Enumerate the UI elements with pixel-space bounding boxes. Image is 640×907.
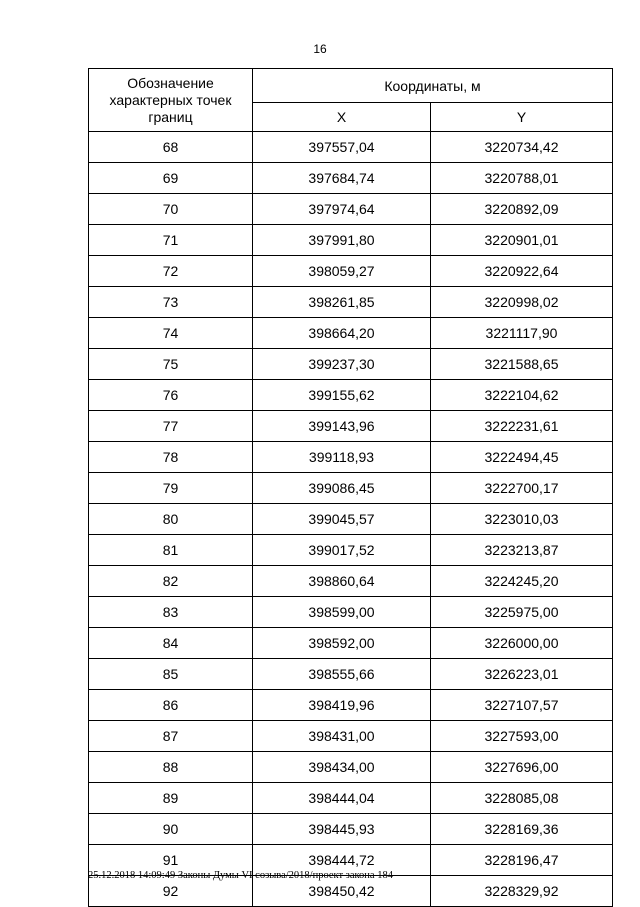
point-cell: 80 xyxy=(89,504,253,535)
table-row xyxy=(89,256,613,287)
point-cell: 74 xyxy=(89,318,253,349)
point-cell: 86 xyxy=(89,690,253,721)
y-cell: 3220788,01 xyxy=(431,163,613,194)
x-cell: 398419,96 xyxy=(253,690,431,721)
x-cell: 398431,00 xyxy=(253,721,431,752)
page-number: 16 xyxy=(313,42,327,56)
y-cell: 3220922,64 xyxy=(431,256,613,287)
header-y: Y xyxy=(431,103,613,132)
coordinates-table xyxy=(88,68,613,907)
point-cell: 83 xyxy=(89,597,253,628)
y-cell: 3221588,65 xyxy=(431,349,613,380)
x-cell: 398434,00 xyxy=(253,752,431,783)
table-row xyxy=(89,163,613,194)
table-row xyxy=(89,225,613,256)
table-row xyxy=(89,535,613,566)
table-row xyxy=(89,566,613,597)
y-cell: 3220901,01 xyxy=(431,225,613,256)
y-cell: 3226223,01 xyxy=(431,659,613,690)
point-cell: 84 xyxy=(89,628,253,659)
table-row xyxy=(89,194,613,225)
table-row xyxy=(89,721,613,752)
point-cell: 89 xyxy=(89,783,253,814)
x-cell: 398592,00 xyxy=(253,628,431,659)
x-cell: 398860,64 xyxy=(253,566,431,597)
y-cell: 3223213,87 xyxy=(431,535,613,566)
point-cell: 68 xyxy=(89,132,253,163)
point-cell: 85 xyxy=(89,659,253,690)
y-cell: 3228196,47 xyxy=(431,845,613,876)
y-cell: 3220998,02 xyxy=(431,287,613,318)
point-cell: 87 xyxy=(89,721,253,752)
table-row xyxy=(89,659,613,690)
x-cell: 398059,27 xyxy=(253,256,431,287)
y-cell: 3228329,92 xyxy=(431,876,613,907)
x-cell: 398444,72 xyxy=(253,845,431,876)
point-cell: 82 xyxy=(89,566,253,597)
point-cell: 79 xyxy=(89,473,253,504)
table-body xyxy=(89,132,613,907)
x-cell: 399045,57 xyxy=(253,504,431,535)
y-cell: 3222104,62 xyxy=(431,380,613,411)
y-cell: 3227696,00 xyxy=(431,752,613,783)
table-row xyxy=(89,504,613,535)
x-cell: 399118,93 xyxy=(253,442,431,473)
table-row xyxy=(89,473,613,504)
y-cell: 3227107,57 xyxy=(431,690,613,721)
x-cell: 399155,62 xyxy=(253,380,431,411)
table-row xyxy=(89,752,613,783)
y-cell: 3222494,45 xyxy=(431,442,613,473)
point-cell: 90 xyxy=(89,814,253,845)
point-cell: 91 xyxy=(89,845,253,876)
table-row xyxy=(89,783,613,814)
footer-text: 25.12.2018 14:09:49 Законы Думы VI созыва/2018/проект закона 184 xyxy=(88,870,393,881)
x-cell: 398599,00 xyxy=(253,597,431,628)
x-cell: 397991,80 xyxy=(253,225,431,256)
point-cell: 81 xyxy=(89,535,253,566)
x-cell: 398444,04 xyxy=(253,783,431,814)
point-cell: 69 xyxy=(89,163,253,194)
y-cell: 3220892,09 xyxy=(431,194,613,225)
y-cell: 3228085,08 xyxy=(431,783,613,814)
y-cell: 3224245,20 xyxy=(431,566,613,597)
table-row xyxy=(89,628,613,659)
point-cell: 76 xyxy=(89,380,253,411)
y-cell: 3221117,90 xyxy=(431,318,613,349)
x-cell: 398450,42 xyxy=(253,876,431,907)
point-cell: 88 xyxy=(89,752,253,783)
point-cell: 92 xyxy=(89,876,253,907)
table-row xyxy=(89,442,613,473)
x-cell: 399143,96 xyxy=(253,411,431,442)
y-cell: 3220734,42 xyxy=(431,132,613,163)
table-row xyxy=(89,132,613,163)
point-cell: 77 xyxy=(89,411,253,442)
x-cell: 398445,93 xyxy=(253,814,431,845)
point-cell: 71 xyxy=(89,225,253,256)
x-cell: 398664,20 xyxy=(253,318,431,349)
table-row xyxy=(89,318,613,349)
x-cell: 398261,85 xyxy=(253,287,431,318)
point-cell: 70 xyxy=(89,194,253,225)
y-cell: 3227593,00 xyxy=(431,721,613,752)
table-row xyxy=(89,380,613,411)
x-cell: 397557,04 xyxy=(253,132,431,163)
x-cell: 399017,52 xyxy=(253,535,431,566)
table-row xyxy=(89,349,613,380)
header-point-designation: Обозначение характерных точек границ xyxy=(89,69,253,132)
y-cell: 3222231,61 xyxy=(431,411,613,442)
point-cell: 78 xyxy=(89,442,253,473)
point-cell: 72 xyxy=(89,256,253,287)
table-row xyxy=(89,287,613,318)
y-cell: 3226000,00 xyxy=(431,628,613,659)
x-cell: 399086,45 xyxy=(253,473,431,504)
table-row xyxy=(89,814,613,845)
y-cell: 3222700,17 xyxy=(431,473,613,504)
x-cell: 397684,74 xyxy=(253,163,431,194)
y-cell: 3225975,00 xyxy=(431,597,613,628)
table-row xyxy=(89,411,613,442)
x-cell: 397974,64 xyxy=(253,194,431,225)
y-cell: 3228169,36 xyxy=(431,814,613,845)
table-row xyxy=(89,690,613,721)
point-cell: 73 xyxy=(89,287,253,318)
header-x: X xyxy=(253,103,431,132)
y-cell: 3223010,03 xyxy=(431,504,613,535)
point-cell: 75 xyxy=(89,349,253,380)
table-row xyxy=(89,597,613,628)
x-cell: 398555,66 xyxy=(253,659,431,690)
header-coordinates: Координаты, м xyxy=(253,69,613,103)
x-cell: 399237,30 xyxy=(253,349,431,380)
